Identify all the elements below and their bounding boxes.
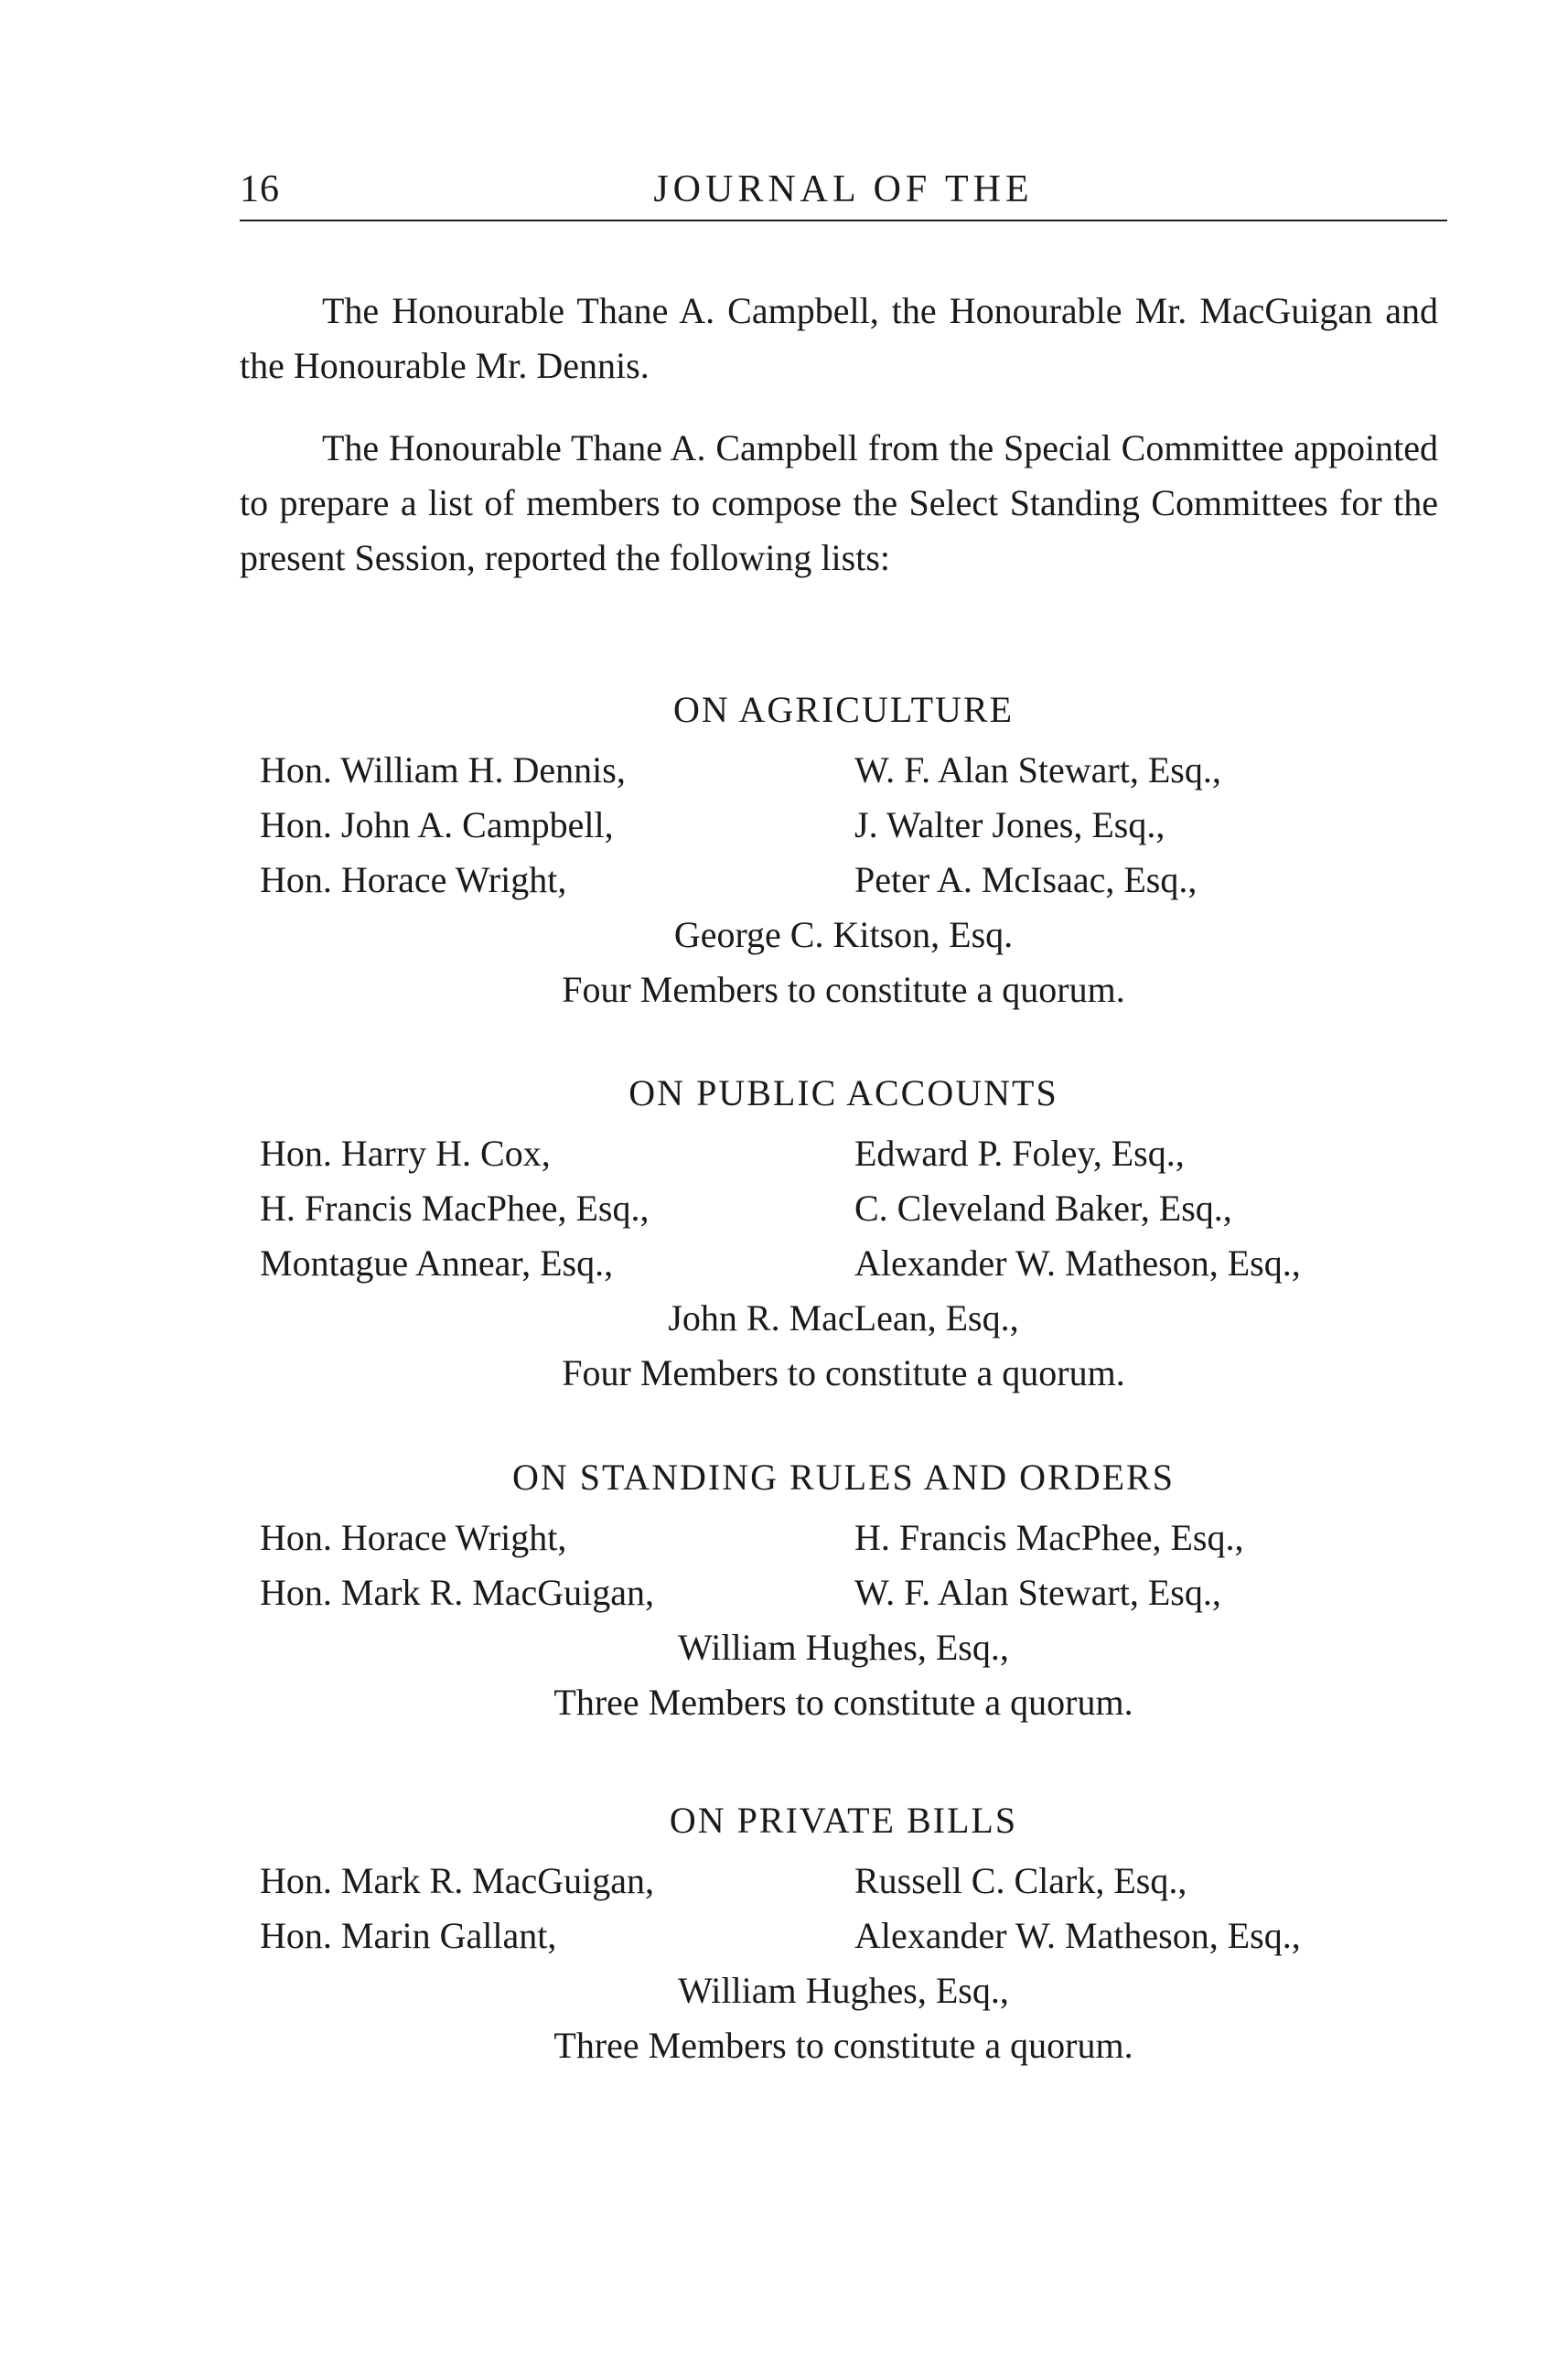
page-number: 16 bbox=[240, 168, 280, 210]
member-name: Hon. Horace Wright, bbox=[260, 859, 567, 900]
member-name: Hon. Mark R. MacGuigan, bbox=[260, 1572, 655, 1613]
committee-private-bills bbox=[240, 1793, 1447, 2073]
member-name: Edward P. Foley, Esq., bbox=[854, 1133, 1185, 1174]
member-name: Peter A. McIsaac, Esq., bbox=[854, 859, 1197, 900]
member-row bbox=[240, 1236, 1447, 1291]
member-name: W. F. Alan Stewart, Esq., bbox=[854, 749, 1221, 790]
member-row bbox=[240, 853, 1447, 908]
member-row bbox=[240, 743, 1447, 798]
member-name: Russell C. Clark, Esq., bbox=[854, 1860, 1187, 1901]
centered-member: William Hughes, Esq., bbox=[678, 1970, 1009, 2011]
member-row bbox=[240, 1511, 1447, 1565]
member-name: Hon. John A. Campbell, bbox=[260, 804, 614, 845]
quorum-line: Four Members to constitute a quorum. bbox=[562, 969, 1125, 1010]
committee-heading: ON PRIVATE BILLS bbox=[669, 1800, 1018, 1841]
member-name: H. Francis MacPhee, Esq., bbox=[854, 1517, 1244, 1558]
member-row bbox=[240, 1909, 1447, 1963]
member-row bbox=[240, 798, 1447, 853]
committee-heading: ON STANDING RULES AND ORDERS bbox=[512, 1457, 1175, 1498]
member-name: Hon. Horace Wright, bbox=[260, 1517, 567, 1558]
committee-public-accounts bbox=[240, 1066, 1447, 1401]
member-name: Hon. William H. Dennis, bbox=[260, 749, 626, 790]
member-name: C. Cleveland Baker, Esq., bbox=[854, 1188, 1232, 1229]
centered-member: John R. MacLean, Esq., bbox=[668, 1297, 1019, 1339]
member-row bbox=[240, 1181, 1447, 1236]
quorum-line: Four Members to constitute a quorum. bbox=[562, 1352, 1125, 1393]
running-title: JOURNAL OF THE bbox=[653, 168, 1034, 210]
member-name: Hon. Marin Gallant, bbox=[260, 1915, 557, 1956]
member-name: Montague Annear, Esq., bbox=[260, 1242, 614, 1284]
member-name: Hon. Mark R. MacGuigan, bbox=[260, 1860, 655, 1901]
member-row bbox=[240, 1854, 1447, 1909]
centered-member: William Hughes, Esq., bbox=[678, 1627, 1009, 1668]
committee-agriculture bbox=[240, 683, 1447, 1017]
member-row bbox=[240, 1126, 1447, 1181]
quorum-line: Three Members to constitute a quorum. bbox=[553, 1682, 1133, 1723]
member-name: J. Walter Jones, Esq., bbox=[854, 804, 1165, 845]
committee-heading: ON PUBLIC ACCOUNTS bbox=[628, 1072, 1058, 1113]
quorum-line: Three Members to constitute a quorum. bbox=[553, 2025, 1133, 2066]
member-name: W. F. Alan Stewart, Esq., bbox=[854, 1572, 1221, 1613]
committee-heading: ON AGRICULTURE bbox=[672, 689, 1015, 730]
member-name: Alexander W. Matheson, Esq., bbox=[854, 1915, 1301, 1956]
member-row bbox=[240, 1565, 1447, 1620]
page-header bbox=[240, 167, 1447, 222]
report-paragraph: The Honourable Thane A. Campbell from the Special Committee appointed to prepare a list of members to compose the Select Standing Committees for the present Session, reported the following lists: bbox=[240, 427, 1438, 578]
member-name: Alexander W. Matheson, Esq., bbox=[854, 1242, 1301, 1284]
member-name: Hon. Harry H. Cox, bbox=[260, 1133, 551, 1174]
header-rule bbox=[240, 220, 1447, 221]
centered-member: George C. Kitson, Esq. bbox=[673, 914, 1014, 955]
intro-paragraph: The Honourable Thane A. Campbell, the Honourable Mr. MacGuigan and the Honourable Mr. Dennis. bbox=[240, 290, 1438, 386]
committee-standing-rules bbox=[240, 1450, 1447, 1730]
member-name: H. Francis MacPhee, Esq., bbox=[260, 1188, 650, 1229]
